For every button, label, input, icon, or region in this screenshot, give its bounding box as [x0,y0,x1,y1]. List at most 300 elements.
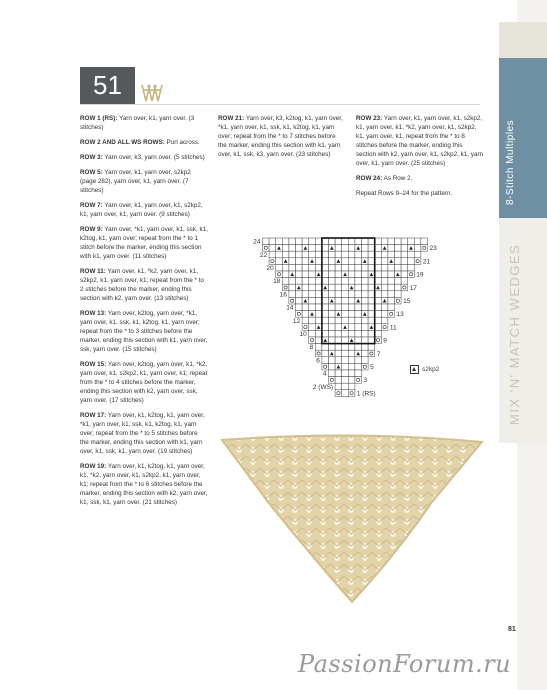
chart-row-label-right: 13 [396,311,404,319]
chart-cell [401,284,408,291]
chart-cell [381,238,388,245]
chart-cell [362,324,369,331]
chart-cell [348,390,355,397]
chart-cell [362,350,369,357]
chart-cell [322,258,329,265]
row-text: As Row 2. [382,175,413,182]
chart-cell [335,370,342,377]
chart-cell [302,291,309,298]
chart-cell [368,311,375,318]
chart-cell [329,317,336,324]
chart-cell [368,264,375,271]
row-text: Yarn over, k1, k2tog, k1, yarn over, k1, *k2, yarn over, k1, s2kp2, k1, yarn over, k1; repeat from the * to 6 stitches before the marker, ending this section with k2, yarn over, k1, ssk, k1, yarn over. (21 stitches) [80,463,208,506]
chart-cell [362,297,369,304]
chart-cell [282,284,289,291]
chart-cell [362,330,369,337]
chart-cell [315,291,322,298]
chart-cell [302,278,309,285]
chart-cell [309,304,316,311]
chart-cell [342,330,349,337]
chart-cell [414,258,421,265]
chart-row-label-right: 19 [416,271,424,279]
pattern-number: 51 [80,67,135,104]
chart-cell [335,330,342,337]
chart-cell [368,330,375,337]
chart-cell [322,363,329,370]
chart-cell [302,271,309,278]
chart-cell [362,291,369,298]
subtitle-tab-label: MIX 'N' MATCH WEDGES [507,243,522,425]
chart-cell [322,297,329,304]
chart-cell [309,337,316,344]
chart-cell [342,390,349,397]
page-number: 81 [508,626,516,633]
chart-cell [401,258,408,265]
chart-cell [329,278,336,285]
instruction-row [356,174,484,183]
chart-cell [375,297,382,304]
chart-cell [335,251,342,258]
row-text: Yarn over, k1, yarn over. (3 stitches) [80,115,195,131]
chart-cell [282,264,289,271]
chart-cell [342,238,349,245]
instructions-column-3 [356,114,484,204]
row-text: Yarn over, k1, *k2, yarn over, k1, s2kp2, k1, yarn over, k1; repeat from the * to 2 stitches before the marker, ending this section with k2, yarn over. (13 stitches) [80,268,204,302]
chart-cell [322,278,329,285]
chart-cell [309,284,316,291]
chart-cell [388,251,395,258]
chart-cell [368,238,375,245]
chart-row-label-left: 10 [299,331,307,338]
chart-cell [348,304,355,311]
chart-cell [395,284,402,291]
chart-cell [381,304,388,311]
chart-cell [362,284,369,291]
chart-cell [309,330,316,337]
chart-cell [315,278,322,285]
chart-row-label-right: 17 [409,284,417,292]
chart-cell [329,271,336,278]
row-text: Yarn over, k1, yarn over, k1, s2kp2, k1, yarn over, k1, *k2, yarn over, k1, s2kp2, k1, yarn over, k1; repeat from the * to 8 stitches before the marker, ending this section with k2, yarn over, k1, s2kp2, k1, yarn over, k1, yarn over. (25 stitches) [356,115,484,167]
chart-cell [329,258,336,265]
chart-cell [296,251,303,258]
chart-row-label-right: 9 [383,337,387,345]
chart-cell [401,278,408,285]
chart-cell [395,245,402,252]
chart-cell [381,311,388,318]
chart-cell [329,304,336,311]
chart-cell [315,238,322,245]
chart-cell [315,344,322,351]
chart-cell [342,297,349,304]
chart-row-label-left: 20 [266,265,274,272]
chart-cell [302,284,309,291]
header-rule [80,104,480,105]
chart-cell [375,278,382,285]
chart-cell [309,271,316,278]
chart-row-label-right: 15 [403,298,411,305]
chart-cell [348,245,355,252]
chart-cell [355,264,362,271]
chart-cell [329,251,336,258]
chart-cell [348,330,355,337]
row-label: ROW 15: [80,361,107,368]
row-label: ROW 7: [80,202,103,209]
chart-cell [322,238,329,245]
chart-row-label-right: 7 [376,350,381,358]
chart-cell [375,317,382,324]
chart-cell [368,291,375,298]
chart-cell [263,245,270,252]
chart-cell [322,350,329,357]
row-label: ROW 3: [80,154,103,161]
chart-cell [329,357,336,364]
chart-row-label-left: 14 [286,304,294,312]
chart-row-label-left: 16 [279,291,287,299]
chart-cell [375,324,382,331]
chart-cell [375,337,382,344]
chart-cell [388,238,395,245]
chart-cell [342,317,349,324]
chart-cell [375,238,382,245]
chart-cell [342,383,349,390]
chart-cell [342,284,349,291]
chart-cell [408,238,415,245]
chart-cell [296,258,303,265]
chart-cell [329,264,336,271]
instruction-row [80,267,208,303]
chart-row-label-left: 18 [273,278,281,286]
chart-cell [289,251,296,258]
chart-cell [381,317,388,324]
chart-row-label-right: 3 [363,377,368,385]
chart-cell [401,271,408,278]
chart-row-label-left: 22 [259,251,268,259]
chart-cell [269,258,276,265]
chart-cell [355,278,362,285]
chart-row-label-right: 23 [429,245,437,253]
chart-cell [388,245,395,252]
chart-cell [355,357,362,364]
chart-cell [362,264,369,271]
chart-cell [348,258,355,265]
chart-cell [362,245,369,252]
chart-cell [309,238,316,245]
chart-cell [388,264,395,271]
row-text: Purl across. [164,139,200,146]
chart-cell [335,390,342,397]
chart-cell [355,324,362,331]
chart-cell [282,271,289,278]
chart-cell [375,258,382,265]
chart-cell [282,245,289,252]
chart-cell [335,238,342,245]
chart-cell [309,264,316,271]
chart-cell [276,251,283,258]
chart-cell [342,344,349,351]
instruction-row [218,114,346,159]
chart-cell [408,271,415,278]
chart-cell [309,291,316,298]
row-text: Yarn over, k2tog, yarn over, *k1, yarn over, k1, ssk, k1, k2tog, k1, yarn over; repeat from the * to 3 stitches before the marker, ending this section with k1, yarn over, ssk, yarn over. (15 stitches) [80,310,208,353]
chart-cell [368,258,375,265]
chart-cell [395,251,402,258]
chart-cell [348,271,355,278]
instruction-row [80,309,208,354]
chart-cell [342,337,349,344]
chart-cell [342,311,349,318]
chart-cell [329,330,336,337]
chart-cell [276,238,283,245]
chart-cell [322,311,329,318]
chart-cell [309,324,316,331]
chart-cell [329,337,336,344]
chart-cell [348,324,355,331]
chart-cell [355,251,362,258]
chart-cell [348,363,355,370]
chart-cell [335,383,342,390]
chart-cell [315,297,322,304]
chart-cell [348,317,355,324]
chart-row-label-left: 4 [322,370,327,378]
chart-row-label-right: 5 [370,364,374,371]
chart-cell [302,317,309,324]
chart-cell [335,317,342,324]
chart-cell [395,264,402,271]
chart-row-label-left: 8 [309,344,314,352]
chart-cell [335,271,342,278]
chart-cell [381,251,388,258]
chart-cell [289,291,296,298]
row-text: Repeat Rows 9–24 for the pattern. [356,190,453,197]
chart-cell [309,278,316,285]
s2kp2-symbol-icon [410,365,419,374]
instruction-row [80,114,208,132]
chart-cell [315,264,322,271]
chart-cell [348,311,355,318]
chart-cell [368,284,375,291]
chart-cell [355,258,362,265]
chart-cell [302,238,309,245]
chart-row-label-right: 11 [389,324,397,332]
chart-cell [381,284,388,291]
row-text: Yarn over, k3, yarn over. (5 stitches) [102,154,205,161]
chart-cell [348,350,355,357]
chart-cell [329,363,336,370]
chart-cell [322,324,329,331]
chart-cell [362,317,369,324]
instruction-row [80,411,208,456]
chart-cell [322,330,329,337]
chart-cell [276,258,283,265]
chart-cell [395,297,402,304]
chart-cell [335,324,342,331]
row-label: ROW 1 (RS): [80,115,118,122]
chart-cell [342,370,349,377]
chart-cell [381,291,388,298]
chart-cell [381,258,388,265]
chart-cell [282,251,289,258]
chart-cell [408,264,415,271]
chart-cell [342,251,349,258]
chart-cell [309,297,316,304]
row-label: ROW 11: [80,268,106,275]
chart-cell [355,271,362,278]
chart-cell [355,238,362,245]
chart-cell [329,370,336,377]
chart-cell [335,357,342,364]
chart-row-label-right: 21 [422,258,431,266]
chart-cell [289,245,296,252]
instruction-row [80,225,208,261]
chart-cell [322,344,329,351]
instruction-row [80,360,208,405]
row-text: Yarn over, *k1, yarn over, k1, ssk, k1, k2tog, k1, yarn over; repeat from the * to 1 stitch before the marker, ending this section with k1, yarn over. (11 stitches) [80,226,208,260]
chart-cell [401,245,408,252]
tab-top [499,22,547,58]
chart-cell [315,350,322,357]
chart-cell [362,278,369,285]
row-label: ROW 19: [80,463,107,470]
chart-cell [395,278,402,285]
chart-cell [269,238,276,245]
chart-cell [269,251,276,258]
chart-cell [395,258,402,265]
chart-cell [296,297,303,304]
chart-cell [342,264,349,271]
chart-cell [302,311,309,318]
instructions-column-1 [80,114,208,513]
row-text: Yarn over, k1, k2tog, k1, yarn over, *k1, yarn over, k1, ssk, k1, k2tog, k1, yarn over; repeat from the * to 5 stitches before the marker, ending this section with k1, yarn over, k1, ssk, k1, yarn over. (19 stitches) [80,412,205,455]
chart-cell [296,291,303,298]
chart-cell [388,284,395,291]
chart-cell [302,258,309,265]
instruction-row [80,153,208,162]
chart-cell [335,297,342,304]
chart-cell [381,324,388,331]
chart-cell [362,304,369,311]
instruction-row [356,189,484,198]
chart-cell [355,311,362,318]
chart-cell [263,238,270,245]
chart-cell [401,251,408,258]
instruction-row [80,168,208,195]
chart-cell [342,377,349,384]
chart-cell [348,377,355,384]
chart-cell [381,278,388,285]
row-text: Yarn over, k1, yarn over, k1, s2kp2, k1, yarn over, k1, yarn over. (9 stitches) [80,202,203,218]
instruction-row [80,201,208,219]
chart-row-label-left: 6 [316,357,320,365]
chart-cell [348,370,355,377]
chart-cell [322,245,329,252]
chart-cell [282,238,289,245]
chart-cell [342,363,349,370]
chart-cell [329,238,336,245]
chart-cell [348,357,355,364]
chart-cell [375,245,382,252]
chart-cell [302,251,309,258]
chart-cell [362,344,369,351]
chart-cell [388,311,395,318]
chart-cell [362,251,369,258]
chart-cell [315,258,322,265]
chart-cell [342,258,349,265]
chart-cell [322,357,329,364]
chart-cell [401,264,408,271]
instruction-row [80,138,208,147]
chart-cell [348,278,355,285]
chart-cell [362,357,369,364]
instruction-row [80,462,208,507]
chart-cell [289,297,296,304]
chart-cell [276,271,283,278]
chart-cell [335,344,342,351]
chart-cell [322,304,329,311]
chart-cell [355,344,362,351]
chart-cell [388,291,395,298]
chart-cell [342,357,349,364]
chart-cell [335,377,342,384]
chart-cell [348,238,355,245]
chart-cell [315,245,322,252]
chart-cell [342,304,349,311]
chart-cell [388,304,395,311]
chart-cell [276,264,283,271]
chart-cell [335,245,342,252]
chart-cell [348,344,355,351]
chart-cell [329,344,336,351]
chart-cell [329,311,336,318]
chart-cell [414,245,421,252]
chart-cell [348,251,355,258]
chart-cell [362,271,369,278]
chart-cell [315,251,322,258]
chart-cell [375,304,382,311]
chart-cell [322,251,329,258]
chart-cell [335,337,342,344]
row-text: Yarn over, k1, yarn over, s2kp2 (page 282), yarn over, k1, yarn over. (7 stitches) [80,169,191,194]
chart-cell [309,245,316,252]
chart-row-label-right: 1 (RS) [356,390,376,398]
chart-row-label-left: 24 [253,238,261,246]
chart-cell [355,304,362,311]
chart-cell [388,278,395,285]
chart-cell [395,291,402,298]
row-text: Yarn over, k2tog, yarn over, k1, *k2, yarn over, k1, s2kp2, k1, yarn over, k1; repeat from the * to 4 stitches before the marker, ending this section with k2, yarn over, ssk, yarn over. (17 stitches) [80,361,208,404]
row-text: Yarn over, k3, k2tog, k1, yarn over, *k1, yarn over, k1, ssk, k1, k2tog, k1, yarn over; repeat from the * to 7 stitches before the marker, ending this section with k1, yarn over, k1, ssk, k3, yarn over. (23 stitches) [218,115,343,158]
chart-cell [375,311,382,318]
chart-cell [329,324,336,331]
chart-cell [421,238,428,245]
chart-cell [329,291,336,298]
chart-cell [368,245,375,252]
chart-cell [315,284,322,291]
knitting-chart [230,230,460,405]
chart-cell [322,291,329,298]
chart-cell [342,245,349,252]
chart-cell [348,264,355,271]
chart-cell [375,330,382,337]
chart-cell [335,350,342,357]
chart-cell [296,311,303,318]
chart-cell [335,278,342,285]
row-label: ROW 17: [80,412,107,419]
chart-cell [368,251,375,258]
chart-row-label-left: 12 [292,317,301,325]
chart-cell [375,271,382,278]
instructions-column-2 [218,114,346,165]
